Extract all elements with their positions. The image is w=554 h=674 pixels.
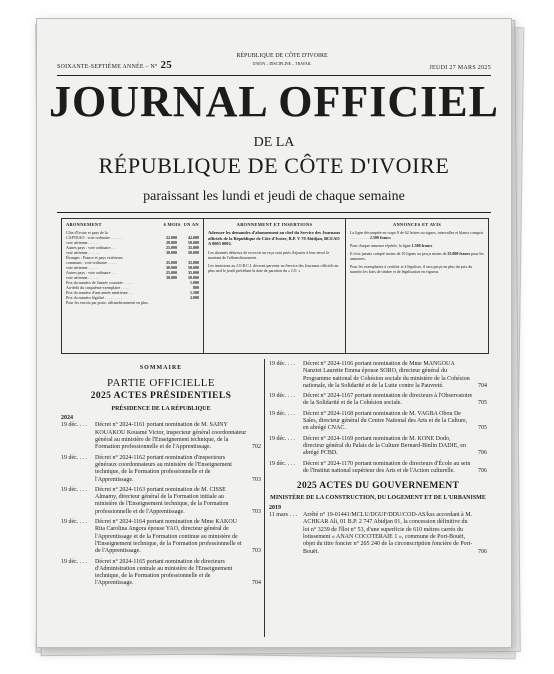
subscription-label: voie aérienne . . . . . .: [66, 250, 100, 255]
subscription-1-year: 50.000: [188, 250, 199, 255]
publication-schedule: paraissant les lundi et jeudi de chaque semaine: [143, 189, 405, 204]
subscription-footer: Pour les envois par poste, affranchissement en plus.: [66, 300, 149, 305]
summary-entry: [61, 487, 261, 516]
subscription-6-months: 30.000: [166, 275, 177, 280]
subscription-label: voie aérienne . . . . . .: [66, 275, 100, 280]
insertions-box: [204, 219, 346, 353]
journal-page: [36, 18, 512, 648]
entry-page: 702: [252, 444, 261, 451]
entry-text: Décret n° 2024-1164 portant nomination de Mme KAKOU Rita Carolina Angora épouse YAO, directeur général de l'Apprentissage et de la Formation continue au ministère de l'Enseignement technique, de la Formation professionnelle et de l'Apprentissage.: [95, 519, 242, 555]
subscription-label: Autres pays : voie ordinaire . . .: [66, 270, 117, 275]
entry-page: 703: [252, 476, 261, 483]
entry-page: 706: [478, 548, 487, 555]
actes-gouvernement-heading: 2025 ACTES DU GOUVERNEMENT: [296, 481, 460, 492]
subscription-label: communs : voie ordinaire . . . . .: [66, 260, 117, 265]
left-entry-list: [61, 422, 261, 587]
entry-page: 705: [478, 400, 487, 407]
subscription-1-year: 50.000: [188, 265, 199, 270]
subscription-6-months: 22.000: [166, 235, 177, 240]
subscription-1-year: 1.500: [190, 290, 199, 295]
insertions-header: ABONNEMENT ET INSERTIONS: [236, 222, 313, 227]
subscription-table: [66, 230, 199, 300]
issue-label: SOIXANTE-SEPTIÈME ANNÉE – N° 25: [57, 59, 172, 71]
subscription-1-year: 50.000: [188, 275, 199, 280]
subscription-1-year: 35.000: [188, 270, 199, 275]
subscription-1-year: 800: [193, 285, 199, 290]
issue-date: JEUDI 27 MARS 2025: [429, 65, 491, 71]
summary-entry: [61, 455, 261, 484]
entry-page: 704: [252, 580, 261, 587]
entry-text: Décret n° 2024-1163 portant nomination de M. CISSE Almamy, directeur général de la Formation initiale au ministère de l'Enseignement technique, de la Formation professionnelle et de l'Apprentissage.: [95, 486, 229, 515]
column-divider: [264, 359, 265, 637]
announcements-header: ANNONCES ET AVIS: [392, 222, 442, 227]
entry-text: Décret n° 2024-1168 portant nomination de M. VAGBA Obou De Sales, directeur général du Centre National des Arts et de la Culture, en abrégé CNAC.: [303, 410, 468, 432]
summary-entry: [269, 436, 487, 458]
subscription-label: Prix du numéro de l'année courante . . . . .: [66, 280, 133, 285]
subscription-label: Autres pays : voie ordinaire . . .: [66, 245, 117, 250]
masthead-de-la: DE LA: [253, 135, 295, 150]
subscription-label: voie aérienne . . . . . .: [66, 240, 100, 245]
entry-page: 706: [478, 450, 487, 457]
masthead-title: JOURNAL OFFICIEL: [49, 77, 499, 126]
entry-page: 704: [478, 382, 487, 389]
entry-date: 19 déc. . . .: [61, 519, 88, 526]
entry-date: 19 déc. . . .: [269, 393, 296, 400]
entry-text: Décret n° 2024-1170 portant nomination de directeurs d'École au sein de l'Institut national supérieur des Arts et de l'Action culturelle.: [303, 460, 471, 474]
entry-text: Décret n° 2024-1169 portant nomination de M. KONE Dodo, directeur général du Palais de la Culture Bernard-Binlin DADIE, en abrégé PCBD.: [303, 435, 466, 457]
subscription-label: Prix du numéro légalisé . . . . . . . . .: [66, 295, 123, 300]
subscription-6-months: 28.000: [166, 240, 177, 245]
summary-entry: [61, 559, 261, 588]
entry-page: 703: [252, 548, 261, 555]
subscription-6-months: 25.000: [166, 260, 177, 265]
entry-text: Décret n° 2024-1166 portant nomination de Mme MANGOUA Nanziet Laurette Emma épouse SORO, directeur général du Programme national de Cohésion sociale du ministère de la Cohésion nationale, de la Solidarité et de la Lutte contre la Pauvreté.: [303, 361, 470, 389]
entry-date: 19 déc. . . .: [61, 558, 88, 565]
entry-date: 19 déc. . . .: [61, 422, 88, 429]
entry-date: 19 déc. . . .: [269, 435, 296, 442]
entry-text: Décret n° 2024-1167 portant nomination de directeurs à l'Observatoire de la Solidarité et de la Cohésion sociale.: [303, 393, 473, 407]
entry-date: 19 déc. . . .: [61, 486, 88, 493]
summary-entry: [269, 411, 487, 433]
entry-date: 19 déc. . . .: [269, 361, 296, 367]
subscription-box: [62, 219, 204, 353]
subscription-label: voie aérienne . . . . . .: [66, 265, 100, 270]
subscription-header: ABONNEMENT 6 MOIS UN AN: [66, 222, 199, 227]
entry-text: Arrêté n° 19-01441/MCLU/DGUF/DDU/COD-AS/kss accordant à M. ACHKAR Ali, 01 B.P. 2 747 Abidjan 01, la concession définitive du lot n° 3239 de l'îlot n° 53, d'une superficie de 610 mètres carrés du lotissement « ANAN COCOTERAIE 1 », commune de Port-Bouët, objet du titre foncier n° 205 240 de la circonscription foncière de Port-Bouët.: [303, 512, 473, 555]
summary-entry: [61, 519, 261, 555]
entry-text: Décret n° 2024-1162 portant nomination d'inspecteurs généraux coordonnateurs au ministère de l'Enseignement technique, de la Formation professionnelle et de l'Apprentissage.: [95, 454, 232, 483]
subscription-label: Étranger : France et pays extérieurs: [66, 255, 123, 260]
info-boxes: [61, 218, 489, 354]
summary-entry: [269, 461, 487, 476]
subscription-6-months: 30.000: [166, 250, 177, 255]
motto: UNION – DISCIPLINE – TRAVAIL: [252, 61, 312, 66]
entry-date: 19 déc. . . .: [61, 454, 88, 461]
schedule-rule: [57, 212, 491, 213]
right-entry-list: [269, 361, 487, 475]
subscription-1-year: 50.000: [188, 240, 199, 245]
insertions-p2: Les abonnés désireux de recevoir un reçu sont priés d'ajouter à leur envoi le montant de l'affranchissement.: [208, 249, 330, 260]
subscription-label: Au-delà du cinquième exemplaire . . . . .: [66, 285, 131, 290]
issue-line: [57, 55, 491, 73]
entry-text: Décret n° 2024-1161 portant nomination de M. SAINY KOUAKOU Kouamé Victor, inspecteur général coordonnateur général au ministère de l'Enseignement technique, de la Formation professionnelle et de l'Apprentissage.: [95, 422, 247, 451]
year-2024: 2024: [61, 415, 73, 422]
subscription-label: CAPTEAO : voie ordinaire . . . . . .: [66, 235, 122, 240]
subscription-1-year: 35.000: [188, 260, 199, 265]
entry-date: 19 déc. . . .: [269, 460, 296, 467]
announcements-p1: La ligne décomptée en corps 8 de 62 lettres ou signes, intervalles et blancs compris . . . . . . . . . . 2.500 francs: [350, 230, 484, 240]
subscription-1-year: 42.000: [188, 235, 199, 240]
summary-right-column: [269, 361, 487, 559]
summary-entry: [61, 422, 261, 451]
entry-page: 705: [478, 425, 487, 432]
subscription-1-year: 2.000: [190, 295, 199, 300]
insertions-p1: Adresser les demandes d'abonnement au chef du Service des Journaux officiels de la République de Côte d'Ivoire, B.P. V 70 Abidjan, BCEAO A 0005 0002.: [208, 230, 341, 246]
subscription-label: Prix du numéro d'une année antérieure . . .: [66, 290, 134, 295]
subscription-1-year: 1.000: [190, 280, 199, 285]
presidence-heading: PRÉSIDENCE DE LA RÉPUBLIQUE: [111, 405, 211, 412]
announcements-p4: Pour les exemplaires à certifier et à légaliser, il sera perçu en plus du prix du numéro les frais de timbre et de légalisation en vigueur.: [350, 264, 473, 274]
actes-presidentiels-heading: 2025 ACTES PRÉSIDENTIELS: [90, 390, 232, 401]
subscription-label: Côte d'Ivoire et pays de la: [66, 230, 108, 235]
summary-entry: [269, 361, 487, 390]
summary-left-column: [61, 361, 261, 591]
announcements-box: [346, 219, 488, 353]
entry-date: 19 déc. . . .: [269, 410, 296, 417]
entry-date: 11 mars . . .: [269, 512, 297, 519]
announcements-p2: Pour chaque annonce répétée, la ligne 1.500 francs: [350, 243, 433, 248]
subscription-6-months: 25.000: [166, 270, 177, 275]
insertions-p3: Les insertions au J.O.R.C.I. devront parvenir au Service des Journaux officiels au plus tard le jeudi précédant la date de parution du « J.O. »: [208, 262, 339, 273]
subscription-6-months: 30.000: [166, 265, 177, 270]
announcements-p3: Il n'est jamais compté moins de 10 lignes ou perçu moins de 25.000 francs pour les annonces.: [350, 251, 484, 261]
gouv-entry-list: [269, 512, 487, 556]
entry-text: Décret n° 2024-1165 portant nomination de directeurs d'Administration centrale au ministère de l'Enseignement technique, de la Formation professionnelle et de l'Apprentissage.: [95, 558, 233, 587]
ministere-heading: MINISTÈRE DE LA CONSTRUCTION, DU LOGEMENT ET DE L'URBANISME: [270, 495, 486, 502]
entry-page: 703: [252, 508, 261, 515]
masthead-country: RÉPUBLIQUE DE CÔTE D'IVOIRE: [98, 153, 450, 178]
partie-officielle-heading: PARTIE OFFICIELLE: [106, 377, 216, 390]
entry-page: 706: [478, 467, 487, 474]
subscription-6-months: 25.000: [166, 245, 177, 250]
year-2019: 2019: [269, 504, 281, 511]
republic-line: RÉPUBLIQUE DE CÔTE D'IVOIRE: [236, 53, 328, 59]
subscription-1-year: 35.000: [188, 245, 199, 250]
top-rule: [57, 75, 491, 76]
summary-entry: [269, 393, 487, 408]
republic-motto: [207, 53, 357, 67]
sommaire-heading: SOMMAIRE: [139, 365, 183, 371]
summary-entry: [269, 512, 487, 556]
issue-number: 25: [160, 59, 172, 71]
